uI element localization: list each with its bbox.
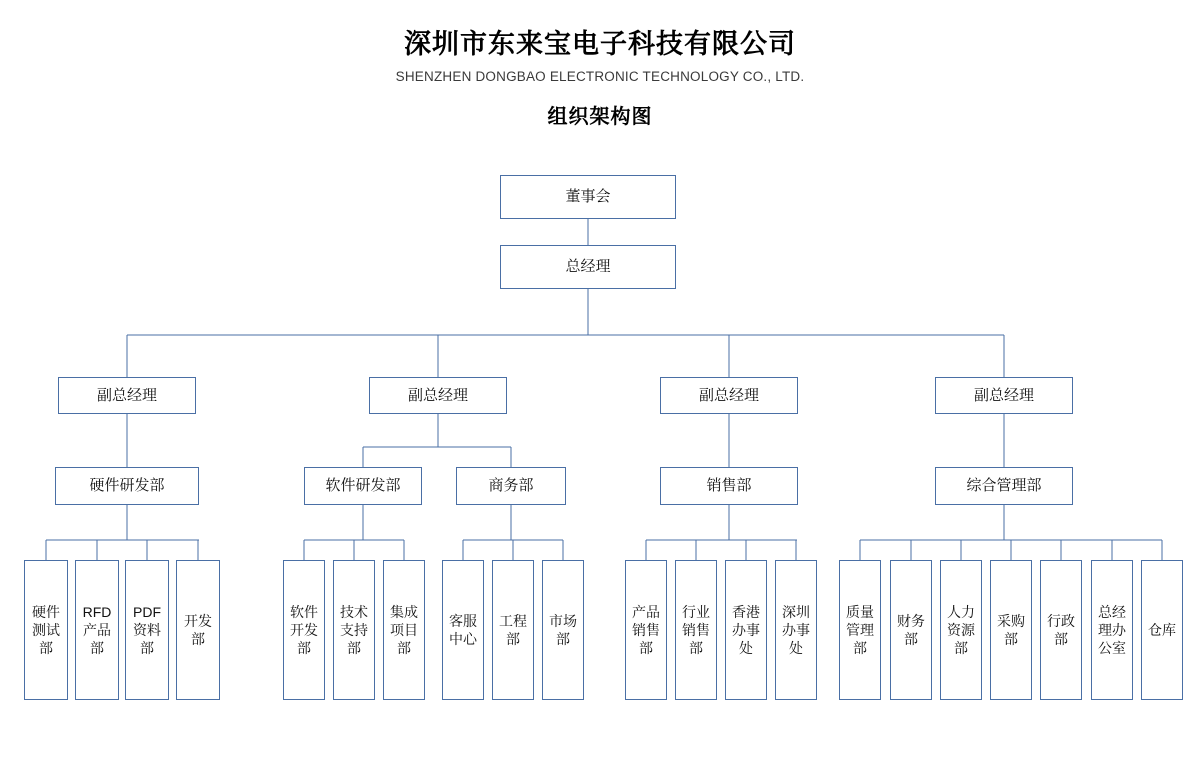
node-purchasing-label: 采购部 (997, 612, 1025, 647)
node-hardware-test-label: 硬件测试部 (32, 603, 60, 657)
node-industry-sales[interactable] (675, 560, 717, 700)
company-name-en: SHENZHEN DONGBAO ELECTRONIC TECHNOLOGY CO., LTD. (395, 68, 805, 84)
node-integration-project-label: 集成项目部 (390, 603, 418, 657)
node-rfd-product-label: RFD产品部 (82, 603, 112, 657)
node-integration-project[interactable] (383, 560, 425, 700)
node-hongkong-office[interactable] (725, 560, 767, 700)
chart-header (0, 0, 1200, 129)
node-software-dev[interactable] (283, 560, 325, 700)
node-deputy-3[interactable] (660, 377, 798, 414)
node-pdf-doc-label: PDF资料部 (133, 603, 161, 657)
node-quality-management-label: 质量管理部 (846, 603, 874, 657)
node-engineering-label: 工程部 (499, 612, 527, 647)
node-hardware-rd-label: 硬件研发部 (89, 477, 165, 495)
node-product-sales-label: 产品销售部 (632, 603, 660, 657)
node-customer-service[interactable] (442, 560, 484, 700)
node-dev-label: 开发部 (184, 612, 212, 647)
node-administration-label: 行政部 (1047, 612, 1075, 647)
node-warehouse[interactable] (1141, 560, 1183, 700)
node-deputy-4[interactable] (935, 377, 1073, 414)
node-customer-service-label: 客服中心 (449, 612, 477, 647)
company-name-cn: 深圳市东来宝电子科技有限公司 (404, 29, 796, 59)
node-software-rd[interactable] (304, 467, 422, 505)
node-human-resources[interactable] (940, 560, 982, 700)
node-tech-support[interactable] (333, 560, 375, 700)
node-warehouse-label: 仓库 (1148, 621, 1176, 638)
node-board[interactable] (500, 175, 676, 219)
node-rfd-product[interactable] (75, 560, 119, 700)
node-product-sales[interactable] (625, 560, 667, 700)
node-software-dev-label: 软件开发部 (290, 603, 318, 657)
node-market-label: 市场部 (549, 612, 577, 647)
node-engineering[interactable] (492, 560, 534, 700)
node-industry-sales-label: 行业销售部 (682, 603, 710, 657)
node-human-resources-label: 人力资源部 (947, 603, 975, 657)
node-general-manager-label: 总经理 (565, 258, 611, 276)
node-administration[interactable] (1040, 560, 1082, 700)
node-board-label: 董事会 (565, 188, 611, 206)
node-business-label: 商务部 (488, 477, 534, 495)
node-deputy-1[interactable] (58, 377, 196, 414)
node-deputy-4-label: 副总经理 (973, 386, 1034, 404)
node-hongkong-office-label: 香港办事处 (732, 603, 760, 657)
node-finance[interactable] (890, 560, 932, 700)
node-deputy-3-label: 副总经理 (698, 386, 759, 404)
node-finance-label: 财务部 (897, 612, 925, 647)
node-deputy-2[interactable] (369, 377, 507, 414)
node-general-admin-label: 综合管理部 (966, 477, 1042, 495)
node-hardware-test[interactable] (24, 560, 68, 700)
node-gm-office[interactable] (1091, 560, 1133, 700)
node-sales-label: 销售部 (706, 477, 752, 495)
node-general-admin[interactable] (935, 467, 1073, 505)
node-software-rd-label: 软件研发部 (325, 477, 401, 495)
node-tech-support-label: 技术支持部 (340, 603, 368, 657)
node-deputy-2-label: 副总经理 (407, 386, 468, 404)
node-deputy-1-label: 副总经理 (96, 386, 157, 404)
node-general-manager[interactable] (500, 245, 676, 289)
node-quality-management[interactable] (839, 560, 881, 700)
node-sales[interactable] (660, 467, 798, 505)
node-gm-office-label: 总经理办公室 (1098, 603, 1126, 657)
node-shenzhen-office[interactable] (775, 560, 817, 700)
node-market[interactable] (542, 560, 584, 700)
node-business[interactable] (456, 467, 566, 505)
node-shenzhen-office-label: 深圳办事处 (782, 603, 810, 657)
node-pdf-doc[interactable] (125, 560, 169, 700)
page-title: 组织架构图 (547, 105, 653, 128)
node-hardware-rd[interactable] (55, 467, 199, 505)
node-dev[interactable] (176, 560, 220, 700)
node-purchasing[interactable] (990, 560, 1032, 700)
